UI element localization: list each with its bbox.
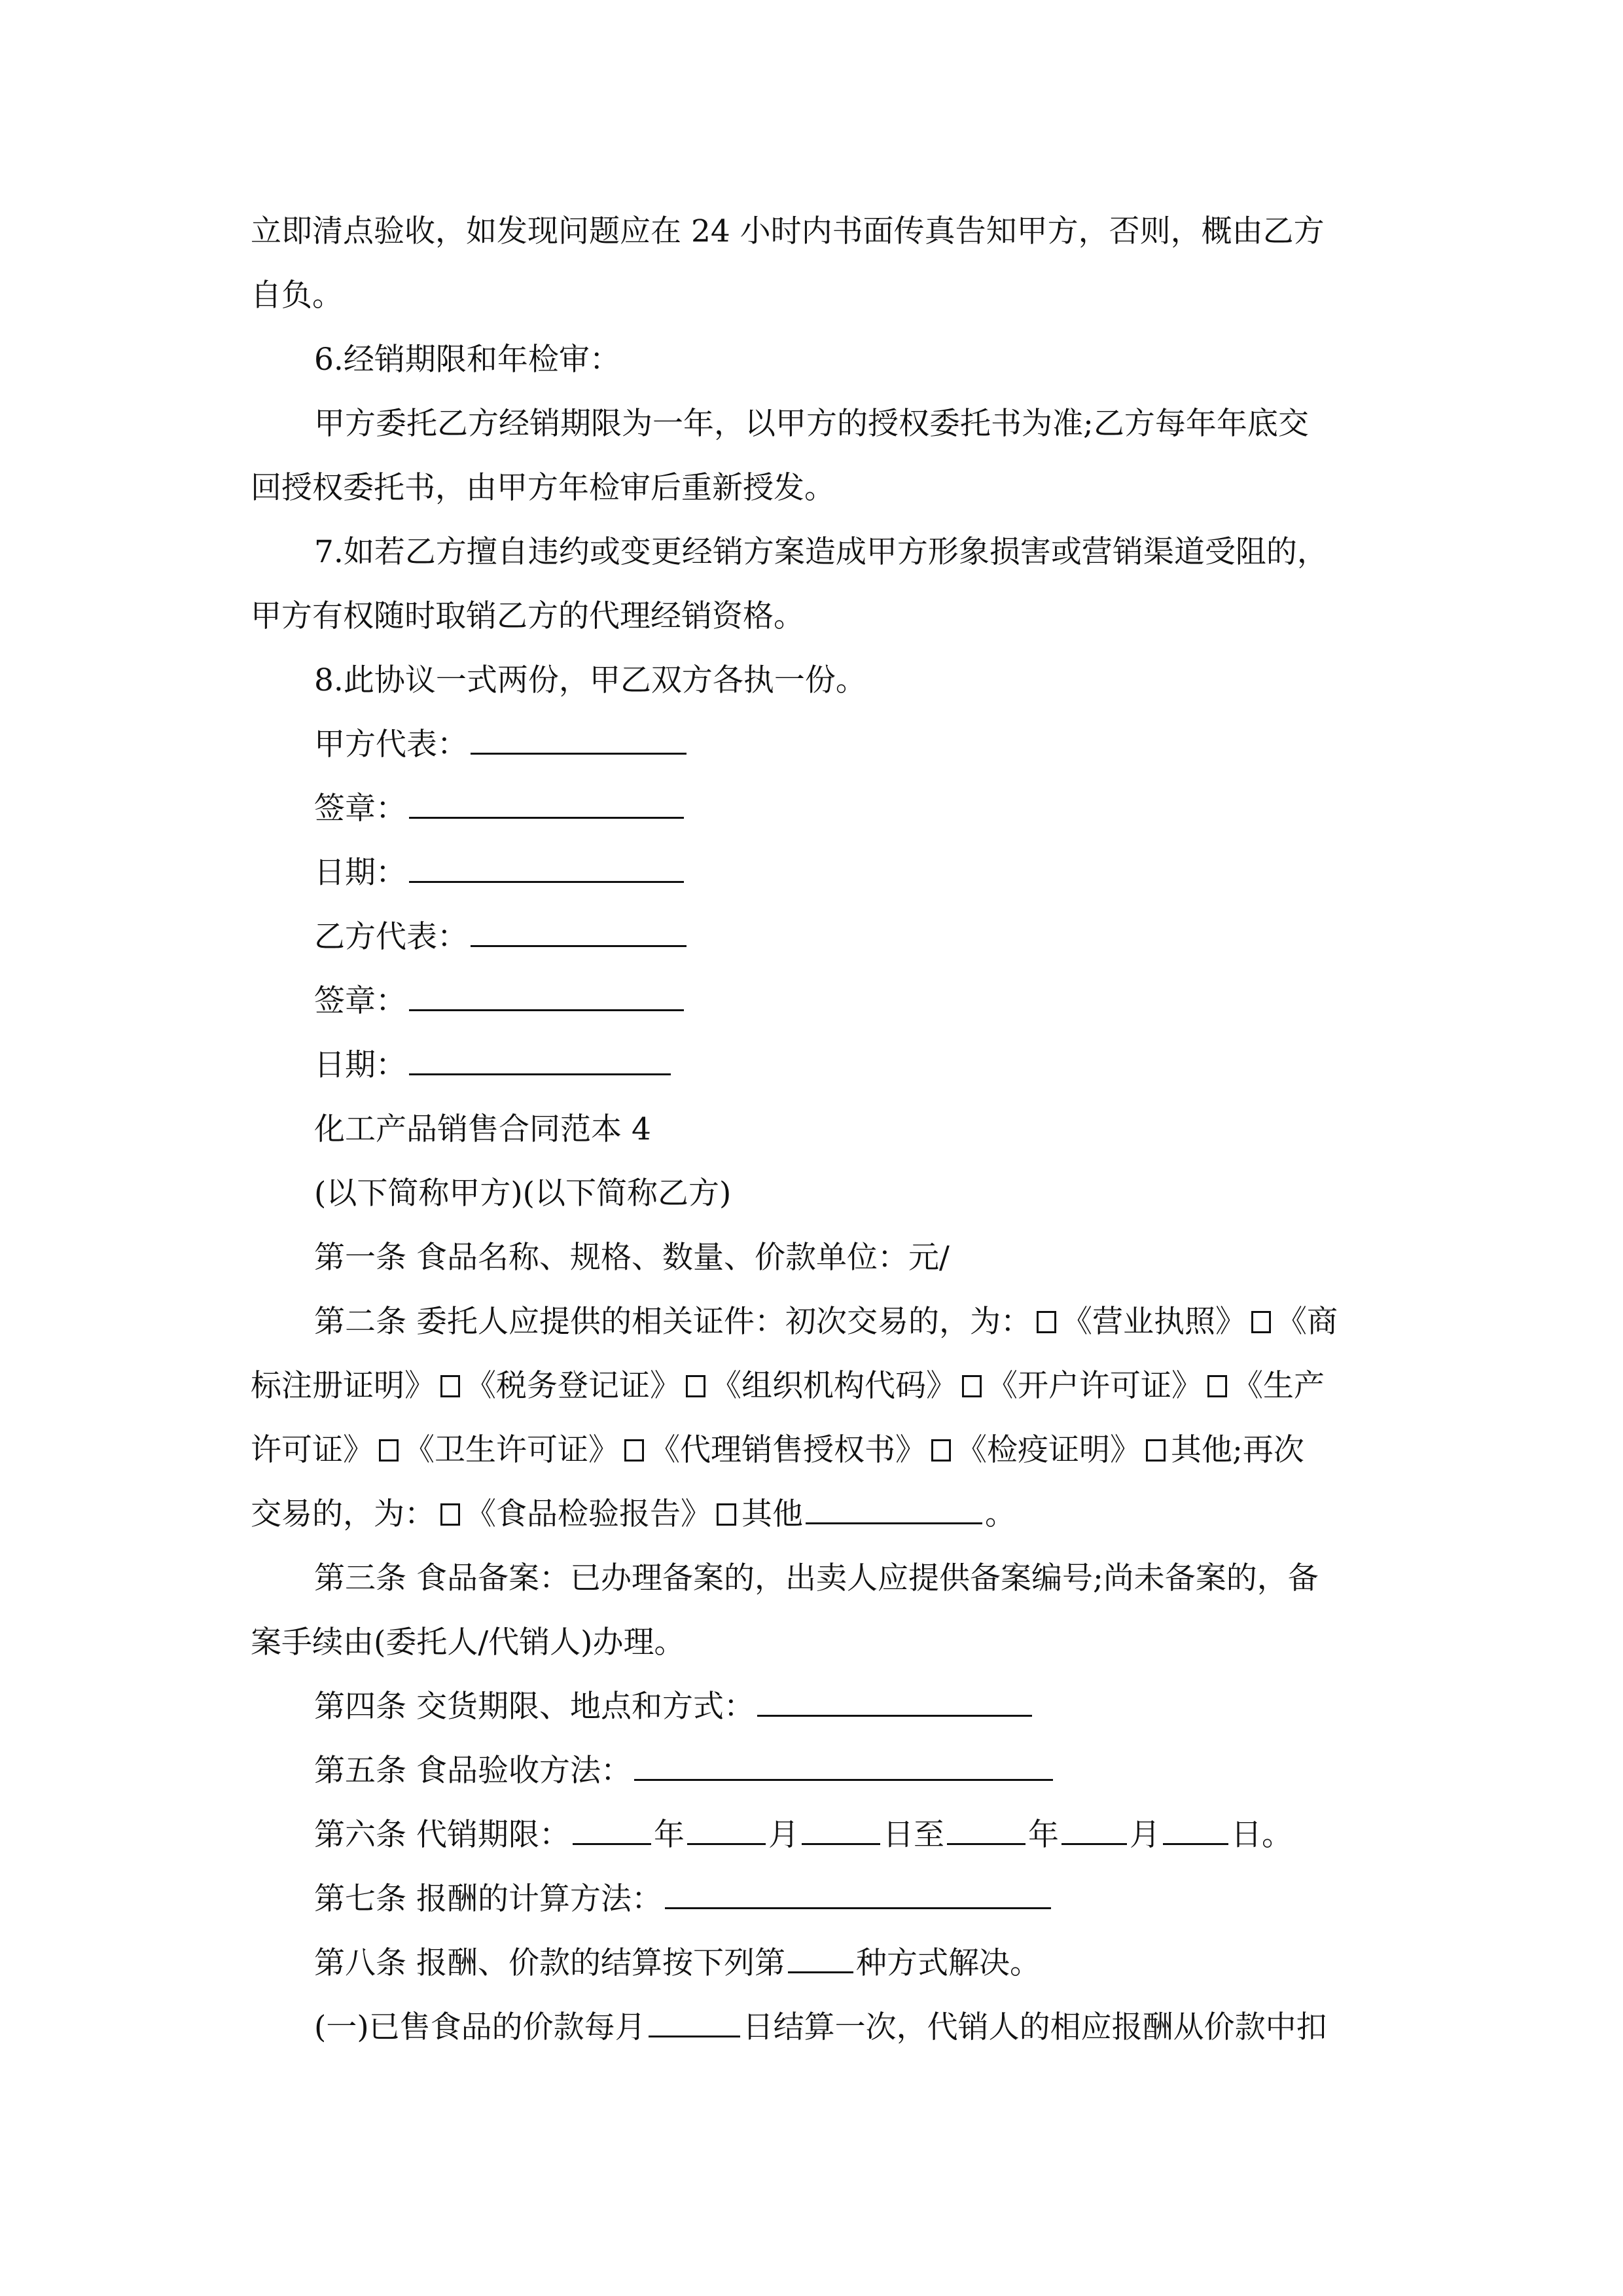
party-b-rep-blank[interactable] — [471, 919, 687, 947]
item-label: 其他 — [741, 1496, 803, 1532]
checkbox[interactable] — [962, 1375, 982, 1397]
party-a-rep-blank[interactable] — [471, 726, 687, 755]
party-a-date-row — [314, 841, 1453, 905]
article-7-blank[interactable] — [665, 1881, 1051, 1909]
paragraph-line: 回授权委托书，由甲方年检审后重新授发。 — [251, 470, 835, 506]
year-label: 年 — [1027, 1817, 1059, 1853]
party-a-date-label: 日期： — [314, 855, 406, 891]
item-label: 《食品检验报告》 — [465, 1496, 711, 1532]
item-label: 《检疫证明》 — [956, 1432, 1141, 1468]
item-label: 《开户许可证》 — [987, 1368, 1202, 1404]
article-4 — [314, 1675, 1453, 1739]
item-label: 《营业执照》 — [1061, 1304, 1246, 1340]
month-label: 月 — [768, 1817, 799, 1853]
party-a-seal-label: 签章： — [314, 791, 406, 827]
paragraph-line: 甲方委托乙方经销期限为一年，以甲方的授权委托书为准;乙方每年年底交 — [314, 406, 1309, 442]
party-a-rep-row — [314, 713, 1453, 777]
checkbox[interactable] — [624, 1439, 644, 1462]
party-b-rep-label: 乙方代表： — [314, 919, 468, 955]
article-6 — [314, 1803, 1453, 1867]
end-year-blank[interactable] — [947, 1817, 1026, 1845]
other-blank[interactable] — [806, 1496, 982, 1524]
period: 。 — [985, 1496, 1016, 1532]
end-month-blank[interactable] — [1061, 1817, 1127, 1845]
paragraph-line: 甲方有权随时取销乙方的代理经销资格。 — [251, 598, 804, 634]
parties-line: (以下简称甲方)(以下简称乙方) — [314, 1175, 732, 1211]
article-6-label: 第六条 代销期限： — [314, 1817, 570, 1853]
party-b-seal-row — [314, 969, 1453, 1033]
checkbox[interactable] — [931, 1439, 951, 1462]
item-label: 其他;再次 — [1171, 1432, 1304, 1468]
end-day-blank[interactable] — [1163, 1817, 1228, 1845]
party-a-seal-row — [314, 777, 1453, 841]
party-b-seal-blank[interactable] — [409, 983, 684, 1011]
start-month-blank[interactable] — [687, 1817, 766, 1845]
article-2-prefix: 第二条 委托人应提供的相关证件：初次交易的，为： — [314, 1304, 1031, 1340]
item-label: 《税务登记证》 — [465, 1368, 681, 1404]
party-b-date-row — [314, 1033, 1453, 1098]
clause-1 — [314, 1996, 1453, 2060]
article-2-line-1 — [314, 1290, 1453, 1354]
party-a-seal-blank[interactable] — [409, 791, 684, 819]
article-4-label: 第四条 交货期限、地点和方式： — [314, 1689, 755, 1725]
article-7 — [314, 1867, 1453, 1931]
settlement-day-blank[interactable] — [649, 2009, 740, 2037]
item-label: 《卫生许可证》 — [404, 1432, 619, 1468]
checkbox[interactable] — [1146, 1439, 1166, 1462]
checkbox[interactable] — [717, 1503, 736, 1526]
start-day-blank[interactable] — [802, 1817, 880, 1845]
checkbox[interactable] — [440, 1503, 460, 1526]
checkbox[interactable] — [379, 1439, 399, 1462]
party-b-seal-label: 签章： — [314, 983, 406, 1019]
section-title: 化工产品销售合同范本 4 — [314, 1111, 651, 1147]
checkbox[interactable] — [686, 1375, 705, 1397]
article-8 — [314, 1931, 1453, 1996]
checkbox[interactable] — [440, 1375, 460, 1397]
clause-8: 8.此协议一式两份，甲乙双方各执一份。 — [314, 662, 866, 698]
clause-7: 7.如若乙方擅自违约或变更经销方案造成甲方形象损害或营销渠道受阻的， — [314, 534, 1328, 570]
article-2-line-4 — [251, 1482, 1389, 1547]
clause-1-label: (一)已售食品的价款每月 — [314, 2009, 646, 2045]
party-b-date-blank[interactable] — [409, 1047, 671, 1075]
article-8-label: 第八条 报酬、价款的结算按下列第 — [314, 1945, 785, 1981]
party-a-date-blank[interactable] — [409, 855, 684, 883]
start-year-blank[interactable] — [573, 1817, 651, 1845]
item-label: 《代理销售授权书》 — [649, 1432, 926, 1468]
party-b-rep-row — [314, 905, 1453, 969]
paragraph-line: 立即清点验收，如发现问题应在 24 小时内书面传真告知甲方，否则，概由乙方 — [251, 213, 1325, 249]
article-8-blank[interactable] — [788, 1945, 853, 1973]
checkbox[interactable] — [1037, 1311, 1056, 1333]
clause-6-heading: 6.经销期限和年检审： — [314, 342, 620, 378]
article-2-line-3 — [251, 1418, 1389, 1482]
item-label: 《组织机构代码》 — [711, 1368, 957, 1404]
item-label: 《生产 — [1232, 1368, 1325, 1404]
year-label: 年 — [653, 1817, 685, 1853]
article-3-line-1: 第三条 食品备案：已办理备案的，出卖人应提供备案编号;尚未备案的，备 — [314, 1560, 1319, 1596]
party-b-date-label: 日期： — [314, 1047, 406, 1083]
party-a-rep-label: 甲方代表： — [314, 726, 468, 762]
article-5 — [314, 1739, 1453, 1803]
article-8-suffix: 种方式解决。 — [855, 1945, 1041, 1981]
article-1: 第一条 食品名称、规格、数量、价款单位：元/ — [314, 1240, 950, 1276]
item-label: 《商 — [1275, 1304, 1338, 1340]
paragraph-line: 自负。 — [251, 278, 343, 314]
article-7-label: 第七条 报酬的计算方法： — [314, 1881, 662, 1917]
checkbox[interactable] — [1251, 1311, 1271, 1333]
article-2-line-2 — [251, 1354, 1389, 1418]
item-label: 许可证》 — [251, 1432, 374, 1468]
article-4-blank[interactable] — [757, 1689, 1032, 1717]
checkbox[interactable] — [1207, 1375, 1227, 1397]
day-to-label: 日至 — [882, 1817, 944, 1853]
month-label: 月 — [1129, 1817, 1160, 1853]
item-label: 交易的，为： — [251, 1496, 435, 1532]
day-label: 日。 — [1230, 1817, 1293, 1853]
article-5-label: 第五条 食品验收方法： — [314, 1753, 632, 1789]
item-label: 标注册证明》 — [251, 1368, 435, 1404]
article-3-line-2: 案手续由(委托人/代销人)办理。 — [251, 1624, 685, 1660]
clause-1-suffix: 日结算一次，代销人的相应报酬从价款中扣 — [742, 2009, 1327, 2045]
article-5-blank[interactable] — [634, 1753, 1053, 1781]
